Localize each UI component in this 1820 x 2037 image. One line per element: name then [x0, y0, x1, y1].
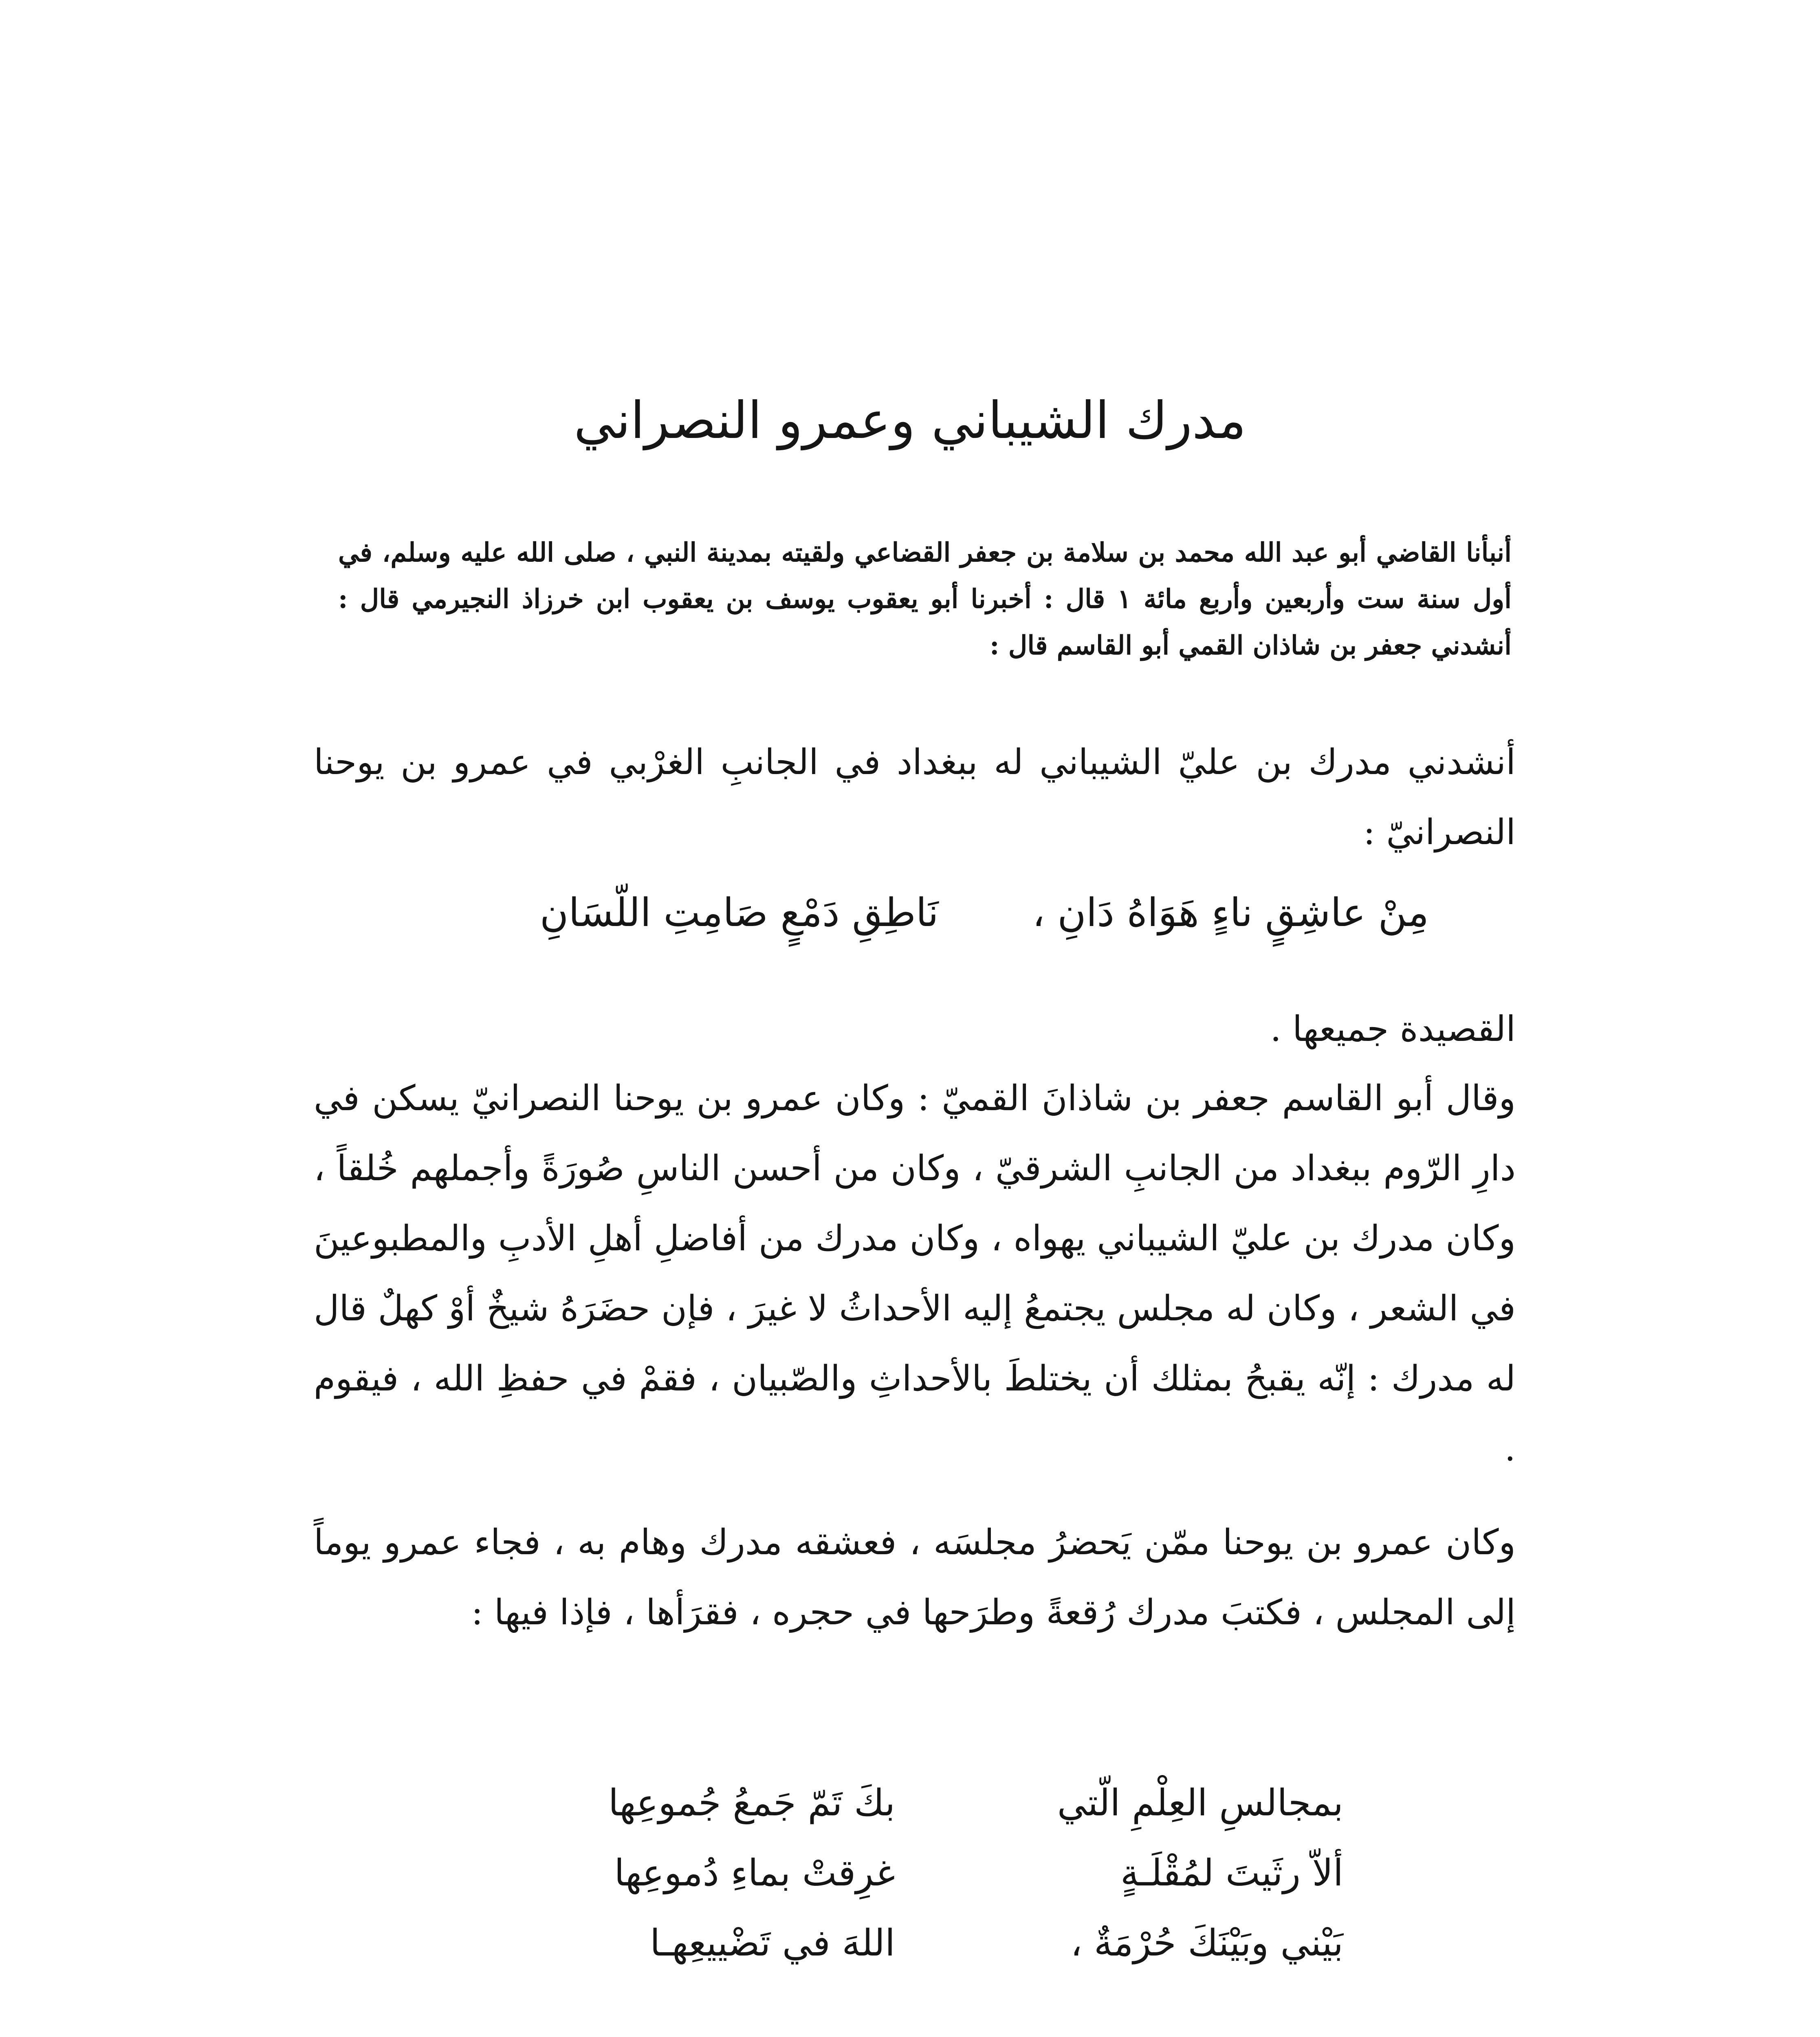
poem-line — [528, 1768, 1343, 1838]
poem-first-hemistich: بمجالسِ العِلْمِ الّتي — [1057, 1782, 1343, 1824]
verse-line — [540, 884, 1429, 941]
paragraph-poem-note: القصيدة جميعها . — [1270, 1009, 1516, 1049]
verse-second-hemistich: نَاطِقِ دَمْعٍ صَامِتِ اللّسَانِ — [539, 890, 939, 935]
poem-second-hemistich: بكَ تَمّ جَمعُ جُموعِها — [608, 1782, 895, 1824]
verse-first-hemistich: مِنْ عاشِقٍ ناءٍ هَوَاهُ دَانِ ، — [1032, 890, 1429, 935]
paragraph-story: وكان عمرو بن يوحنا ممّن يَحضرُ مجلسَه ، فعشقه مدرك وهام به ، فجاء عمرو يوماً إلى المجلس ، فكتبَ مدرك رُقعةً وطرَحها في حجره ، فقرَأها ، فإذا فيها : — [314, 1522, 1516, 1633]
page-title: مدرك الشيباني وعمرو النصراني — [574, 391, 1246, 450]
poem-first-hemistich: ألاّ رثَيتَ لمُقْلَـةٍ — [1120, 1852, 1343, 1894]
poem-block — [528, 1768, 1343, 1978]
isnad-chain: أنبأنا القاضي أبو عبد الله محمد بن سلامة بن جعفر القضاعي ولقيته بمدينة النبي ، صلى الله عليه وسلم، في أول سنة ست وأربعين وأربع مائة ١ قال : أخبرنا أبو يعقوب يوسف بن يعقوب ابن خرزاذ النجيرمي قال : أنشدني جعفر بن شاذان القمي أبو القاسم قال : — [338, 537, 1512, 661]
poem-line — [528, 1908, 1343, 1978]
poem-second-hemistich: غرِقتْ بماءِ دُموعِها — [614, 1852, 895, 1894]
poem-second-hemistich: اللهَ في تَضْييعِهـا — [650, 1922, 895, 1964]
paragraph-narrative: وقال أبو القاسم جعفر بن شاذانَ القميّ : وكان عمرو بن يوحنا النصرانيّ يسكن في دارِ الرّوم ببغداد من الجانبِ الشرقيّ ، وكان من أحسن الناسِ صُورَةً وأجملهم خُلقاً ، وكان مدرك بن عليّ الشيباني يهواه ، وكان مدرك من أفاضلِ أهلِ الأدبِ والمطبوعينَ في الشعر ، وكان له مجلس يجتمعُ إليه الأحداثُ لا غيرَ ، فإن حضَرَهُ شيخٌ أوْ كهلٌ قال له مدرك : إنّه يقبحُ بمثلك أن يختلطَ بالأحداثِ والصّبيان ، فقمْ في حفظِ الله ، فيقوم . — [314, 1078, 1516, 1469]
poem-first-hemistich: بَيْني وبَيْنَكَ حُرْمَةٌ ، — [1070, 1922, 1343, 1964]
paragraph-intro: أنشدني مدرك بن عليّ الشيباني له ببغداد في الجانبِ الغرْبي في عمرو بن يوحنا النصرانيّ : — [314, 742, 1516, 853]
poem-line — [528, 1838, 1343, 1908]
